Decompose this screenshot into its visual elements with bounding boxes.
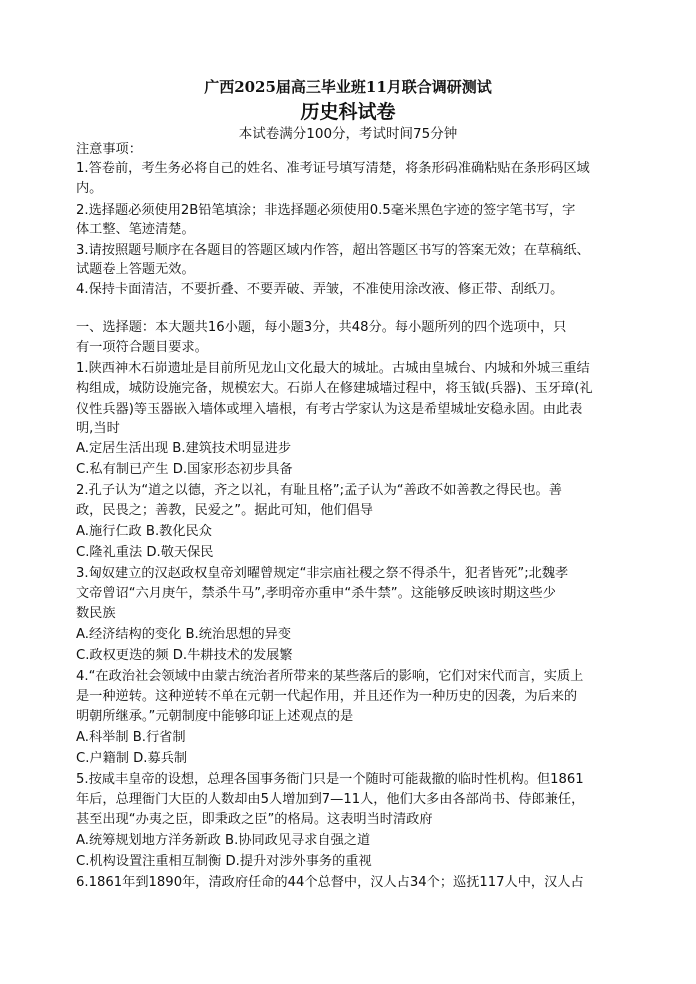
question-option: A.定居生活出现 B.建筑技术明显进步	[76, 441, 292, 456]
question-option: C.隆礼重法 D.敬天保民	[76, 545, 214, 560]
question-option: A.施行仁政 B.教化民众	[76, 524, 212, 539]
question-option: C.机构设置注重相互制衡 D.提升对涉外事务的重视	[76, 854, 372, 869]
question-option: C.政权更迭的频 D.牛耕技术的发展繁	[76, 648, 293, 663]
question-line: 明,当时	[76, 421, 120, 436]
question-line: 年后，总理衙门大臣的人数却由5人增加到7—11人，他们大多由各部尚书、侍郎兼任，	[76, 792, 585, 807]
question-line: 数民族	[76, 606, 116, 621]
question-line: 政，民畏之；善教，民爱之”。据此可知，他们倡导	[76, 503, 373, 518]
question-line: 仪性兵器)等玉器嵌入墙体或埋入墙根，有考古学家认为这是希望城址安稳永固。由此表	[76, 402, 583, 417]
question-line: 1.陕西神木石峁遗址是目前所见龙山文化最大的城址。古城由皇城台、内城和外城三重结	[76, 361, 590, 376]
section-heading: 一、选择题：本大题共16小题，每小题3分，共48分。每小题所列的四个选项中，只	[76, 320, 567, 335]
notes-line: 4.保持卡面清洁，不要折叠、不要弄破、弄皱，不准使用涂改液、修正带、刮纸刀。	[76, 282, 564, 297]
section-heading: 有一项符合题目要求。	[76, 340, 208, 355]
notes-line: 试题卷上答题无效。	[76, 262, 195, 277]
notes-heading: 注意事项：	[76, 142, 142, 157]
question-line: 6.1861年到1890年，清政府任命的44个总督中，汉人占34个；巡抚117人中，汉人占	[76, 875, 584, 890]
subject-title: 历史科试卷	[300, 101, 396, 123]
question-line: 5.按咸丰皇帝的设想，总理各国事务衙门只是一个随时可能裁撤的临时性机构。但1861	[76, 772, 584, 787]
question-option: C.私有制已产生 D.国家形态初步具备	[76, 462, 293, 477]
question-line: 2.孔子认为“道之以德，齐之以礼，有耻且格”;孟子认为“善政不如善教之得民也。善	[76, 483, 562, 498]
notes-line: 1.答卷前，考生务必将自己的姓名、准考证号填写清楚，将条形码准确粘贴在条形码区域	[76, 161, 590, 176]
question-line: 明朝所继承。”元朝制度中能够印证上述观点的是	[76, 709, 354, 724]
notes-line: 3.请按照题号顺序在各题目的答题区域内作答，超出答题区书写的答案无效；在草稿纸、	[76, 243, 590, 258]
question-option: A.经济结构的变化 B.统治思想的异变	[76, 627, 292, 642]
question-option: A.科举制 B.行省制	[76, 730, 186, 745]
question-line: 文帝曾诏“六月庚午，禁杀牛马”,孝明帝亦重申“杀牛禁”。这能够反映该时期这些少	[76, 586, 556, 601]
notes-line: 内。	[76, 181, 103, 196]
question-line: 3.匈奴建立的汉赵政权皇帝刘曜曾规定“非宗庙社稷之祭不得杀牛，犯者皆死”;北魏孝	[76, 566, 569, 581]
exam-title: 广西2025届高三毕业班11月联合调研测试	[204, 78, 492, 96]
question-option: C.户籍制 D.募兵制	[76, 751, 188, 766]
question-line: 4.“在政治社会领域中由蒙古统治者所带来的某些落后的影响，它们对宋代而言，实质上	[76, 669, 584, 684]
question-line: 构组成，城防设施完备，规模宏大。石峁人在修建城墙过程中，将玉钺(兵器)、玉牙璋(礼	[76, 381, 593, 396]
question-line: 甚至出现“办夷之臣，即秉政之臣”的格局。这表明当时清政府	[76, 812, 433, 827]
question-option: A.统筹规划地方洋务新政 B.协同政见寻求自强之道	[76, 833, 371, 848]
exam-info: 本试卷满分100分，考试时间75分钟	[238, 126, 458, 142]
question-line: 是一种逆转。这种逆转不单在元朝一代起作用，并且还作为一种历史的因袭，为后来的	[76, 689, 578, 704]
notes-line: 体工整、笔迹清楚。	[76, 222, 195, 237]
notes-line: 2.选择题必须使用2B铅笔填涂；非选择题必须使用0.5毫米黑色字迹的签字笔书写，字	[76, 203, 576, 218]
